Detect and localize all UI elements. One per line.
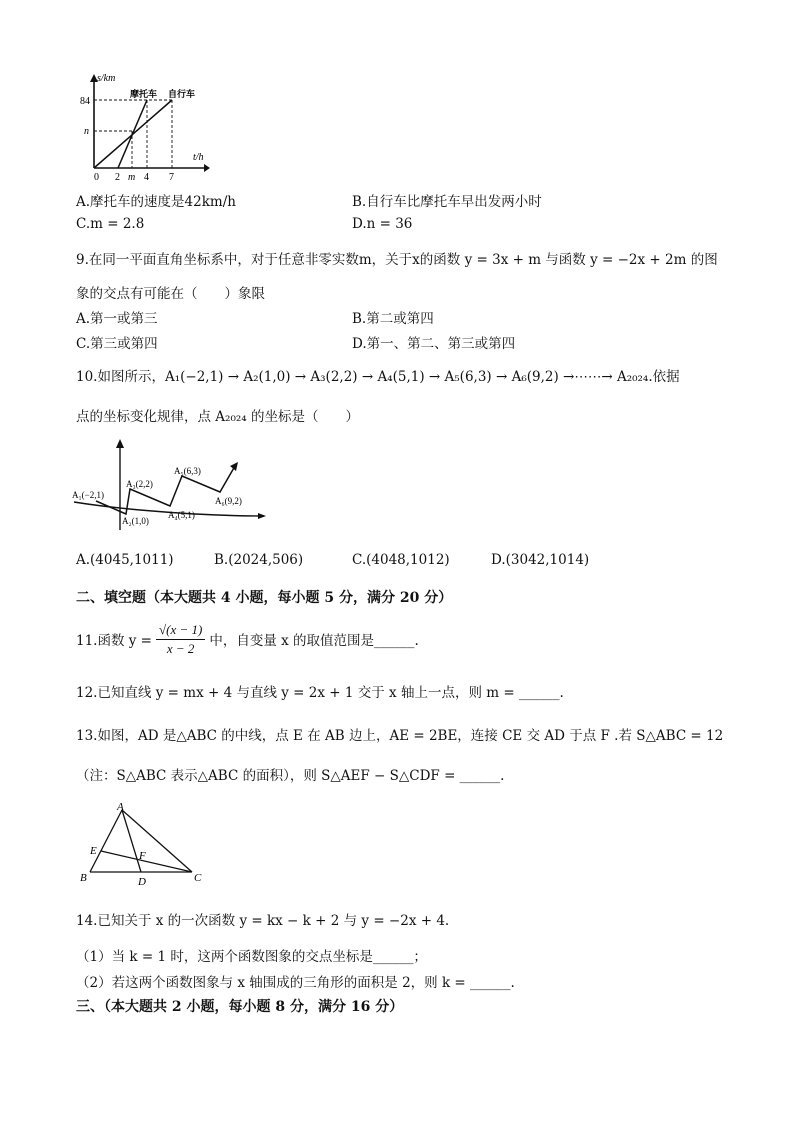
label-d: D — [138, 876, 146, 888]
label-b: B — [80, 872, 87, 884]
q14-part1: （1）当 k = 1 时，这两个函数图象的交点坐标是______； — [76, 949, 427, 965]
section-3-heading: 三、（本大题共 2 小题，每小题 8 分，满分 16 分） — [76, 999, 404, 1015]
q9-stem-line1: 9.在同一平面直角坐标系中，对于任意非零实数m，关于x的函数 y = 3x + m 与函数 y = −2x + 2m 的图 — [76, 252, 718, 268]
label-f: F — [139, 850, 146, 862]
q10-stem-line1: 10.如图所示，A₁(−2,1) → A₂(1,0) → A₃(2,2) → A₄(5,1) → A₅(6,3) → A₆(9,2) →⋯⋯→ A₂₀₂₄.依据 — [76, 369, 680, 385]
travel-graph — [80, 72, 210, 184]
label-e: E — [90, 845, 97, 857]
x-axis-label: t/h — [193, 152, 204, 163]
q8-option-a: A.摩托车的速度是42km/h — [76, 194, 236, 210]
q8-option-c: C.m = 2.8 — [76, 216, 145, 232]
q10-option-a: A.(4045,1011) — [76, 552, 174, 568]
x-tick-4: 4 — [144, 172, 149, 183]
q8-option-b: B.自行车比摩托车早出发两小时 — [352, 194, 542, 210]
y-tick-84: 84 — [80, 96, 90, 107]
q10-stem-line2: 点的坐标变化规律，点 A₂₀₂₄ 的坐标是（ ） — [76, 409, 359, 425]
label-a: A — [117, 802, 124, 813]
q10-x-arrow — [258, 513, 266, 519]
x-tick-m: m — [128, 172, 136, 183]
segment-ce — [101, 851, 192, 872]
q13-stem-line2: （注：S△ABC 表示△ABC 的面积），则 S△AEF − S△CDF = ______. — [76, 768, 505, 784]
q10-label-a5: A₅(6,3) — [174, 466, 201, 476]
y-axis-label: s/km — [97, 73, 116, 84]
x-axis-arrow — [204, 164, 210, 172]
q9-option-a: A.第一或第三 — [76, 311, 158, 327]
q10-figure — [70, 436, 266, 532]
q10-label-a2: A₂(1,0) — [122, 516, 149, 526]
q11-fraction — [156, 622, 205, 657]
side-ab — [90, 810, 122, 872]
motorcycle-line — [118, 100, 147, 168]
q10-path-arrow — [230, 462, 238, 471]
q11-denominator: x − 2 — [166, 640, 195, 656]
x-tick-7: 7 — [169, 172, 174, 183]
x-tick-2: 2 — [115, 172, 120, 183]
q9-option-b: B.第二或第四 — [352, 311, 434, 327]
q9-option-d: D.第一、第二、第三或第四 — [352, 336, 516, 352]
y-tick-n: n — [84, 126, 89, 137]
q10-label-a1: A₁(−2,1) — [72, 490, 104, 500]
x-tick-0: 0 — [94, 172, 99, 183]
median-ad — [122, 810, 141, 872]
motorcycle-label: 摩托车 — [130, 89, 158, 99]
q10-option-b: B.(2024,506) — [214, 552, 304, 568]
q10-label-a3: A₃(2,2) — [126, 479, 153, 489]
q14-stem: 14.已知关于 x 的一次函数 y = kx − k + 2 与 y = −2x + 4. — [76, 913, 450, 929]
q11 — [76, 615, 419, 663]
q10-y-arrow — [116, 439, 124, 448]
label-c: C — [194, 872, 202, 884]
q13-triangle-figure — [74, 802, 210, 888]
bicycle-label: 自行车 — [168, 89, 196, 99]
q12: 12.已知直线 y = mx + 4 与直线 y = 2x + 1 交于 x 轴上一点，则 m = ______. — [76, 685, 564, 701]
q13-stem-line1: 13.如图，AD 是△ABC 的中线，点 E 在 AB 边上，AE = 2BE，连接 CE 交 AD 于点 F .若 S△ABC = 12 — [76, 728, 724, 744]
side-ac — [122, 810, 192, 872]
q10-label-a4: A₄(5,1) — [168, 510, 195, 520]
q10-option-c: C.(4048,1012) — [352, 552, 450, 568]
section-2-heading: 二、填空题（本大题共 4 小题，每小题 5 分，满分 20 分） — [76, 590, 453, 606]
q9-option-c: C.第三或第四 — [76, 336, 158, 352]
q11-suffix: 中，自变量 x 的取值范围是______. — [209, 633, 419, 649]
q11-numerator: √(x − 1) — [159, 621, 203, 637]
q9-stem-line2: 象的交点有可能在（ ）象限 — [76, 286, 265, 302]
q11-prefix: 11.函数 y = — [76, 633, 152, 649]
q8-option-d: D.n = 36 — [352, 216, 413, 232]
q14-part2: （2）若这两个函数图象与 x 轴围成的三角形的面积是 2，则 k = ______. — [76, 975, 515, 991]
q10-option-d: D.(3042,1014) — [491, 552, 590, 568]
q10-label-a6: A₆(9,2) — [215, 496, 242, 506]
q10-path — [96, 466, 235, 514]
